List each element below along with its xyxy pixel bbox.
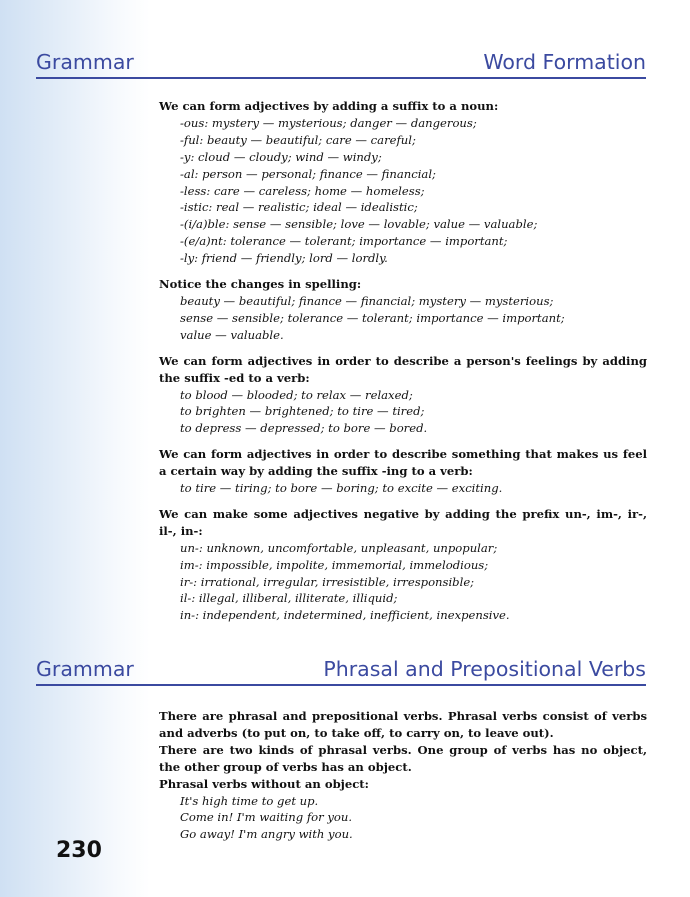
page-number: 230	[56, 838, 102, 863]
ed-example-line: to depress — depressed; to bore — bored.	[180, 421, 428, 436]
section-label-grammar: Grammar	[36, 50, 134, 74]
word-formation-content	[159, 98, 647, 624]
phrasal-example: Go away! I'm angry with you.	[180, 827, 353, 842]
section-title-phrasal-verbs: Phrasal and Prepositional Verbs	[323, 657, 646, 681]
phrasal-paragraph: There are two kinds of phrasal verbs. One group of verbs has no object, the other group of verbs has an object.	[159, 742, 647, 774]
spelling-intro: Notice the changes in spelling:	[159, 277, 362, 292]
suffix-line: -less: care — careless; home — homeless;	[180, 183, 425, 198]
ing-suffix-intro: We can form adjectives in order to describe something that makes us feel a certain way by adding the suffix -ing to a verb:	[159, 447, 647, 479]
phrasal-paragraph: There are phrasal and prepositional verbs. Phrasal verbs consist of verbs and adverbs (to put on, to take off, to carry on, to leave out).	[159, 709, 647, 740]
ing-example-line: to tire — tiring; to bore — boring; to excite — exciting.	[180, 481, 503, 496]
phrasal-example: Come in! I'm waiting for you.	[180, 810, 353, 825]
spelling-line: sense — sensible; tolerance — tolerant; importance — important;	[180, 310, 565, 325]
suffix-line: -ly: friend — friendly; lord — lordly.	[180, 251, 388, 266]
suffix-line: -(i/a)ble: sense — sensible; love — lovable; value — valuable;	[180, 217, 538, 232]
suffix-line: -istic: real — realistic; ideal — idealistic;	[180, 200, 418, 215]
phrasal-verbs-content	[159, 708, 647, 843]
negative-prefix-intro: We can make some adjectives negative by adding the prefix un-, im-, ir-, il-, in-:	[159, 506, 647, 538]
section-header-phrasal-verbs	[36, 657, 646, 686]
ed-example-line: to brighten — brightened; to tire — tired;	[180, 404, 425, 419]
spelling-line: beauty — beautiful; finance — financial; mystery — mysterious;	[180, 293, 554, 308]
ed-suffix-intro: We can form adjectives in order to describe a person's feelings by adding the suffix -ed to a verb:	[159, 353, 647, 385]
prefix-line: in-: independent, indetermined, inefficient, inexpensive.	[180, 608, 510, 623]
section-title-word-formation: Word Formation	[483, 50, 646, 74]
prefix-line: il-: illegal, illiberal, illiterate, illiquid;	[180, 591, 398, 606]
suffix-line: -(e/a)nt: tolerance — tolerant; importance — important;	[180, 234, 508, 249]
section-header-word-formation	[36, 50, 646, 79]
spelling-line: value — valuable.	[180, 327, 284, 342]
phrasal-paragraph: Phrasal verbs without an object:	[159, 776, 369, 791]
suffix-line: -ful: beauty — beautiful; care — careful;	[180, 132, 416, 147]
prefix-line: ir-: irrational, irregular, irresistible, irresponsible;	[180, 574, 475, 589]
suffix-line: -ous: mystery — mysterious; danger — dangerous;	[180, 115, 477, 130]
suffix-intro: We can form adjectives by adding a suffix to a noun:	[159, 99, 499, 113]
ed-example-line: to blood — blooded; to relax — relaxed;	[180, 387, 413, 402]
section-label-grammar: Grammar	[36, 657, 134, 681]
suffix-line: -al: person — personal; finance — financial;	[180, 166, 436, 181]
prefix-line: un-: unknown, uncomfortable, unpleasant, unpopular;	[180, 540, 498, 555]
prefix-line: im-: impossible, impolite, immemorial, immelodious;	[180, 557, 489, 572]
suffix-line: -y: cloud — cloudy; wind — windy;	[180, 149, 382, 164]
phrasal-example: It's high time to get up.	[180, 793, 319, 808]
